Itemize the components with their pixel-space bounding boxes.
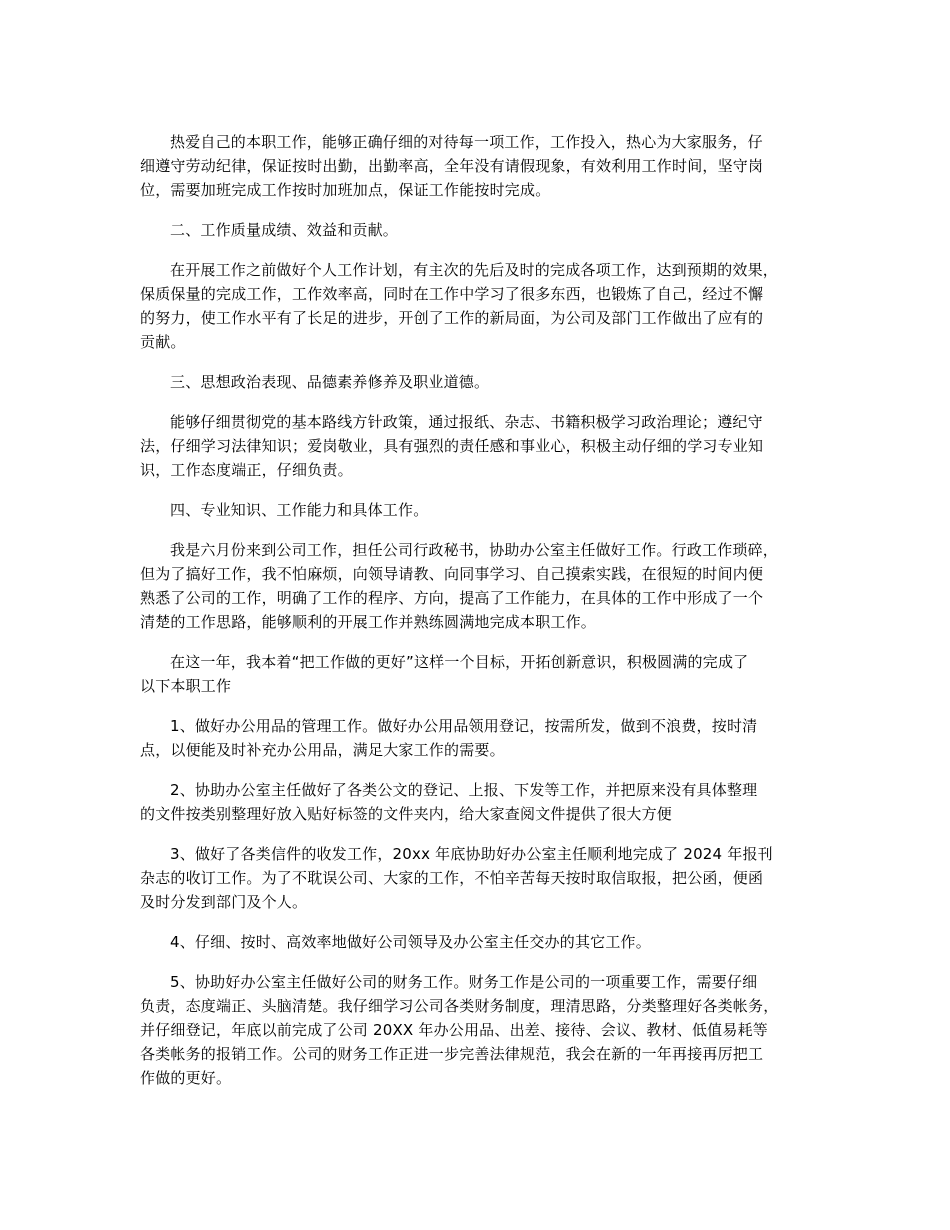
section-heading-skills <box>140 498 818 522</box>
text-line: 1、做好办公用品的管理工作。做好办公用品领用登记，按需所发，做到不浪费，按时清 <box>170 717 758 735</box>
section-heading-work-quality <box>140 218 818 242</box>
text-line: 的努力，使工作水平有了长足的进步，开创了工作的新局面，为公司及部门工作做出了应有的 <box>140 309 764 327</box>
text-line: 我是六月份来到公司工作，担任公司行政秘书，协助办公室主任做好工作。行政工作琐碎， <box>170 541 779 559</box>
text-line: 清楚的工作思路，能够顺利的开展工作并熟练圆满地完成本职工作。 <box>140 613 597 631</box>
list-item-mail <box>140 842 818 914</box>
text-line: 5、协助好办公室主任做好公司的财务工作。财务工作是公司的一项重要工作，需要仔细 <box>170 973 758 991</box>
text-line: 4、仔细、按时、高效率地做好公司领导及办公室主任交办的其它工作。 <box>170 933 651 951</box>
text-line: 并仔细登记，年底以前完成了公司 20XX 年办公用品、出差、接待、会议、教材、低值易耗等 <box>140 1021 768 1039</box>
heading-text: 二、工作质量成绩、效益和贡献。 <box>170 221 399 239</box>
paragraph-year-goal <box>140 650 818 698</box>
list-item-office-supplies <box>140 714 818 762</box>
paragraph-skills <box>140 538 818 634</box>
text-line: 负责，态度端正、头脑清楚。我仔细学习公司各类财务制度，理清思路，分类整理好各类帐务， <box>140 997 779 1015</box>
text-line: 能够仔细贯彻党的基本路线方针政策，通过报纸、杂志、书籍积极学习政治理论；遵纪守 <box>170 413 763 431</box>
text-line: 细遵守劳动纪律，保证按时出勤，出勤率高，全年没有请假现象，有效利用工作时间，坚守岗 <box>140 157 764 175</box>
list-item-other-tasks <box>140 930 818 954</box>
heading-text: 四、专业知识、工作能力和具体工作。 <box>170 501 429 519</box>
paragraph-ethics <box>140 410 818 482</box>
paragraph-work-attitude <box>140 130 818 202</box>
text-line: 热爱自己的本职工作，能够正确仔细的对待每一项工作，工作投入，热心为大家服务，仔 <box>170 133 763 151</box>
text-line: 但为了搞好工作，我不怕麻烦，向领导请教、向同事学习、自己摸索实践，在很短的时间内便 <box>140 565 764 583</box>
document-page <box>140 130 818 1106</box>
text-line: 位，需要加班完成工作按时加班加点，保证工作能按时完成。 <box>140 181 551 199</box>
text-line: 2、协助办公室主任做好了各类公文的登记、上报、下发等工作，并把原来没有具体整理 <box>170 781 758 799</box>
text-line: 识，工作态度端正，仔细负责。 <box>140 461 353 479</box>
paragraph-work-quality <box>140 258 818 354</box>
text-line: 在开展工作之前做好个人工作计划，有主次的先后及时的完成各项工作，达到预期的效果， <box>170 261 779 279</box>
list-item-documents <box>140 778 818 826</box>
text-line: 3、做好了各类信件的收发工作，20xx 年底协助好办公室主任顺利地完成了 2024 年报刊 <box>170 845 773 863</box>
text-line: 熟悉了公司的工作，明确了工作的程序、方向，提高了工作能力，在具体的工作中形成了一个 <box>140 589 764 607</box>
text-line: 贡献。 <box>140 333 186 351</box>
text-line: 在这一年，我本着“把工作做的更好”这样一个目标，开拓创新意识，积极圆满的完成了 <box>170 653 749 671</box>
text-line: 保质保量的完成工作，工作效率高，同时在工作中学习了很多东西，也锻炼了自己，经过不懈 <box>140 285 764 303</box>
text-line: 各类帐务的报销工作。公司的财务工作正进一步完善法律规范，我会在新的一年再接再厉把工 <box>140 1045 764 1063</box>
text-line: 点，以便能及时补充办公用品，满足大家工作的需要。 <box>140 741 505 759</box>
text-line: 的文件按类别整理好放入贴好标签的文件夹内，给大家查阅文件提供了很大方便 <box>140 805 673 823</box>
heading-text: 三、思想政治表现、品德素养修养及职业道德。 <box>170 373 490 391</box>
text-line: 作做的更好。 <box>140 1069 232 1087</box>
text-line: 法，仔细学习法律知识；爱岗敬业，具有强烈的责任感和事业心，积极主动仔细的学习专业知 <box>140 437 764 455</box>
section-heading-ethics <box>140 370 818 394</box>
text-line: 以下本职工作 <box>140 677 232 695</box>
text-line: 杂志的收订工作。为了不耽误公司、大家的工作，不怕辛苦每天按时取信取报，把公函，便函 <box>140 869 764 887</box>
list-item-finance <box>140 970 818 1090</box>
text-line: 及时分发到部门及个人。 <box>140 893 308 911</box>
